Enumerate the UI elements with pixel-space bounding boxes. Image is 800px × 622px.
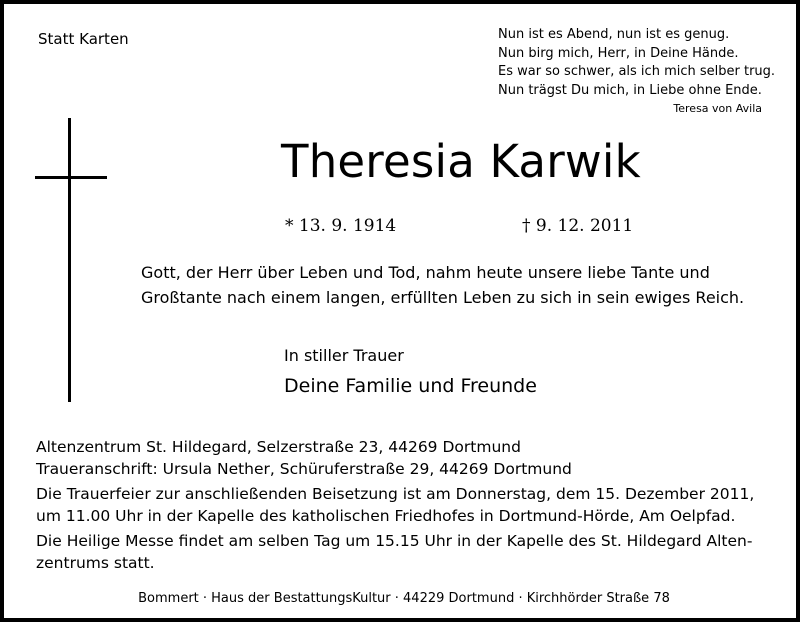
mass-line: zentrums statt. <box>36 553 155 572</box>
funeral-line: Die Trauerfeier zur anschließenden Beisetzung ist am Donnerstag, dem 15. Dezember 2011, <box>36 485 755 503</box>
mass-line: Die Heilige Messe findet am selben Tag um 15.15 Uhr in der Kapelle des St. Hildegard Alten- <box>36 532 753 550</box>
funeral-home-footer: Bommert · Haus der BestattungsKultur · 44229 Dortmund · Kirchhörder Straße 78 <box>138 591 670 606</box>
poem-line: Nun ist es Abend, nun ist es genug. <box>498 27 730 42</box>
funeral-line: um 11.00 Uhr in der Kapelle des katholischen Friedhofes in Dortmund-Hörde, Am Oelpfad. <box>36 506 736 525</box>
poem <box>498 26 775 100</box>
death-message <box>141 260 777 310</box>
message-line: Großtante nach einem langen, erfüllten Leben zu sich in sein ewiges Reich. <box>141 288 745 307</box>
address-line: Altenzentrum St. Hildegard, Selzerstraße 23, 44269 Dortmund <box>36 438 521 456</box>
poem-line: Nun trägst Du mich, in Liebe ohne Ende. <box>498 82 762 98</box>
mourning-address: Traueranschrift: Ursula Nether, Schüruferstraße 29, 44269 Dortmund <box>36 459 572 478</box>
funeral-details <box>36 437 754 574</box>
death-date: † 9. 12. 2011 <box>522 216 634 236</box>
mourners-family: Deine Familie und Freunde <box>284 375 537 397</box>
deceased-name: Theresia Karwik <box>281 135 641 188</box>
mourning-label: In stiller Trauer <box>284 346 404 365</box>
message-line: Gott, der Herr über Leben und Tod, nahm heute unsere liebe Tante und <box>141 263 710 282</box>
poem-author: Teresa von Avila <box>673 102 762 115</box>
poem-line: Nun birg mich, Herr, in Deine Hände. <box>498 45 739 61</box>
statt-karten-label: Statt Karten <box>38 30 129 48</box>
poem-line: Es war so schwer, als ich mich selber trug. <box>498 64 776 79</box>
birth-date: * 13. 9. 1914 <box>285 216 397 236</box>
